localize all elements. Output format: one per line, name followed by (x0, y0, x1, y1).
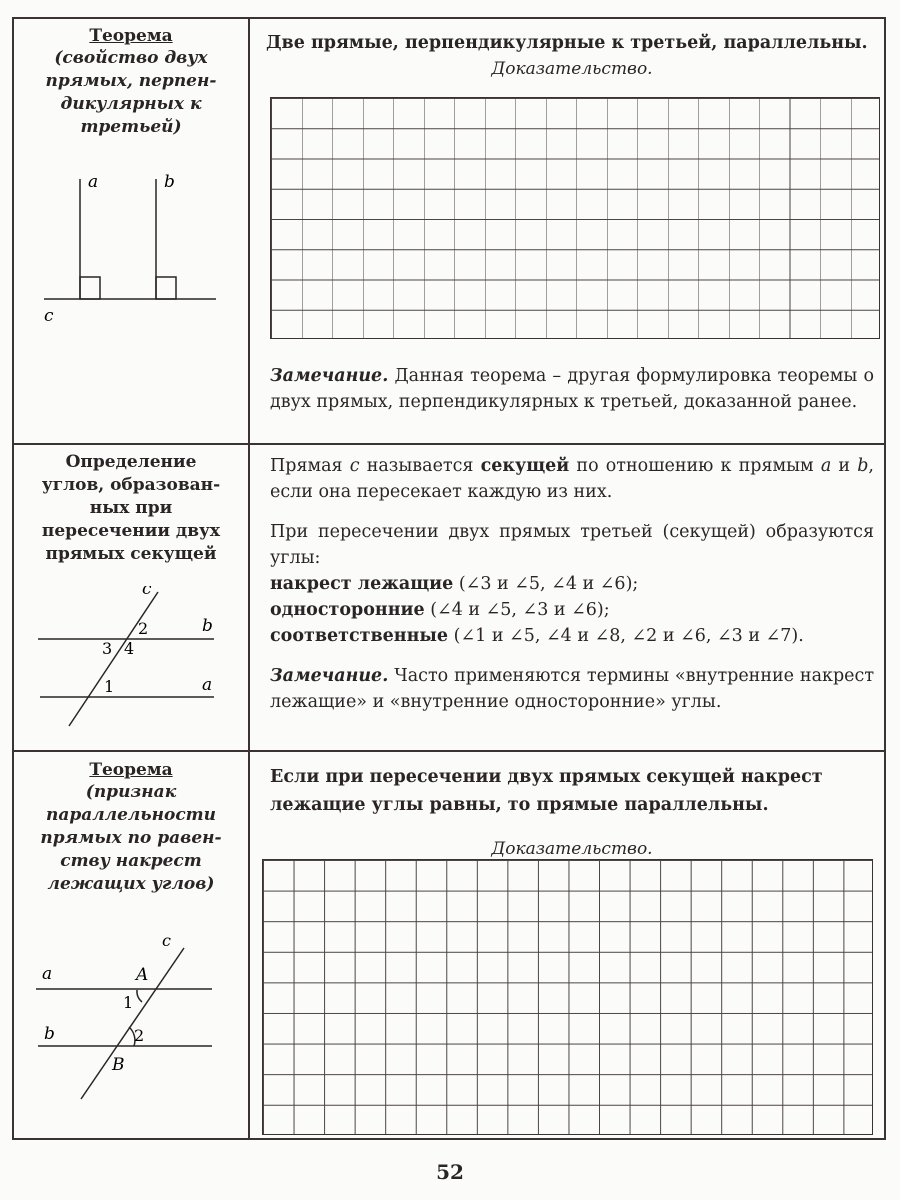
var-c: c (349, 456, 360, 476)
heading-line: Определение (65, 452, 197, 472)
alternate-angles-figure (14, 924, 248, 1114)
theorem-statement: Две прямые, перпендикулярные к третьей, параллельны. (266, 33, 868, 53)
subtitle-line: ству накрест (60, 851, 202, 871)
theorem-statement: Если при пересечении двух прямых секущей накрест лежащие углы равны, то прямые параллельны. (270, 767, 823, 815)
label-b: b (202, 616, 213, 636)
theorem-heading: Теорема (89, 760, 173, 780)
remark (270, 363, 874, 415)
label-c: c (44, 306, 54, 325)
angle-2: 2 (134, 1026, 145, 1045)
text: , если она пересекает каждую из них. (270, 456, 874, 502)
row2-right-cell (250, 453, 884, 748)
label-point-B: B (112, 1055, 125, 1075)
secant-definition (270, 453, 874, 505)
row1-right-cell (250, 29, 884, 443)
text: Прямая (270, 456, 350, 476)
label-b: b (44, 1024, 55, 1044)
proof-grid[interactable] (270, 97, 880, 339)
row-divider-1 (14, 443, 884, 445)
proof-grid[interactable] (262, 859, 873, 1135)
page-number: 52 (436, 1160, 464, 1184)
worksheet-table (12, 17, 886, 1140)
definition-heading (14, 451, 248, 566)
subtitle-line: дикулярных к (60, 94, 202, 114)
subtitle-line: лежащих углов) (47, 874, 215, 894)
remark-label: Замечание. (270, 366, 389, 386)
angle-type-item (270, 571, 874, 597)
perpendicular-lines-figure (14, 165, 248, 325)
remark-text: Данная теорема – другая формулировка теоремы о двух прямых, перпендикулярных к третьей, доказанной ранее. (270, 366, 874, 412)
text: называется (359, 456, 481, 476)
label-c: c (142, 586, 152, 599)
proof-label: Доказательство. (491, 839, 653, 859)
theorem-subtitle (14, 781, 248, 896)
label-a: a (202, 675, 213, 695)
label-a: a (42, 964, 53, 984)
proof-label: Доказательство. (491, 59, 653, 79)
theorem-subtitle (14, 47, 248, 139)
heading-line: углов, образован- (41, 475, 221, 495)
subtitle-line: параллельности (45, 805, 217, 825)
text: по отношению к прямым (569, 456, 821, 476)
angle-pairs: (∠4 и ∠5, ∠3 и ∠6); (424, 600, 610, 620)
subtitle-line: третьей) (80, 117, 182, 137)
row3-right-cell (250, 763, 884, 1139)
row2-left-cell (14, 451, 248, 750)
heading-line: пересечении двух (41, 521, 221, 541)
transversal-angles-figure (14, 586, 248, 756)
subtitle-line: прямых, перпен- (45, 71, 217, 91)
heading-line: прямых секущей (45, 544, 217, 564)
angles-intro: При пересечении двух прямых третьей (секущей) образуются углы: (270, 522, 874, 568)
angle-type-item (270, 597, 874, 623)
subtitle-line: (признак (85, 782, 177, 802)
row1-left-cell (14, 25, 248, 443)
label-b: b (164, 172, 175, 192)
heading-line: ных при (89, 498, 173, 518)
angle-types-list (270, 571, 874, 649)
theorem-heading: Теорема (89, 26, 173, 46)
angle-1: 1 (123, 993, 134, 1012)
angle-2: 2 (138, 619, 149, 638)
angle-pairs: (∠1 и ∠5, ∠4 и ∠8, ∠2 и ∠6, ∠3 и ∠7). (448, 626, 804, 646)
subtitle-line: (свойство двух (54, 48, 208, 68)
label-c: c (162, 931, 171, 950)
angle-type-name: односторонние (270, 600, 425, 620)
row3-left-cell (14, 759, 248, 1139)
text: и (831, 456, 858, 476)
angle-1: 1 (104, 677, 115, 696)
term-secant: секущей (480, 456, 570, 476)
angle-4: 4 (124, 639, 135, 658)
angle-pairs: (∠3 и ∠5, ∠4 и ∠6); (453, 574, 639, 594)
label-point-A: A (136, 965, 149, 985)
label-a: a (88, 172, 99, 192)
remark-label: Замечание. (270, 666, 389, 686)
var-b: b (857, 456, 869, 476)
angle-type-item (270, 623, 874, 649)
var-a: a (820, 456, 832, 476)
angle-type-name: накрест лежащие (270, 574, 454, 594)
angle-type-name: соответственные (270, 626, 449, 646)
subtitle-line: прямых по равен- (40, 828, 222, 848)
remark (270, 663, 874, 715)
angle-3: 3 (102, 639, 113, 658)
remark-text: Часто применяются термины «внутренние накрест лежащие» и «внутренние односторонние» углы. (270, 666, 874, 712)
